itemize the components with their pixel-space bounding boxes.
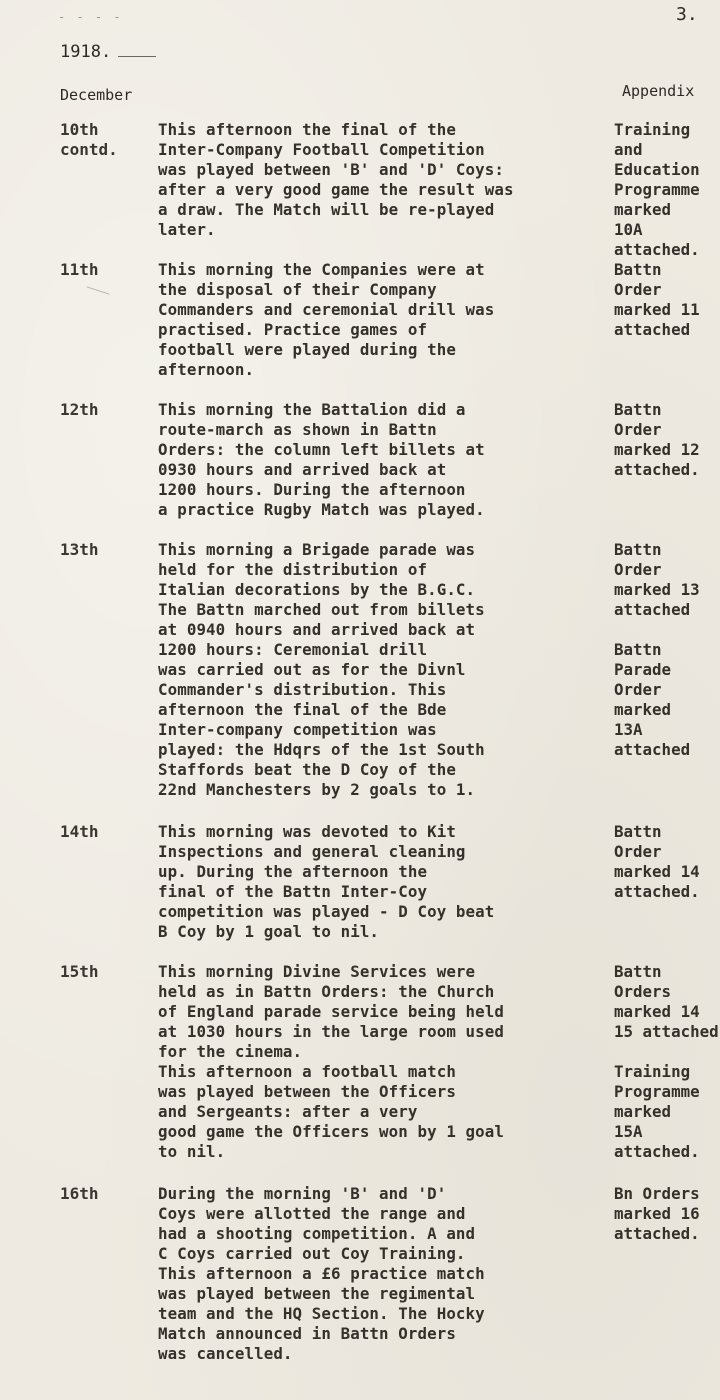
entry-date: 12th xyxy=(60,400,99,419)
entry-text: This morning the Companies were at the disposal of their Company Commanders and ceremonial drill was practised. Practice games of football were played during the afternoon. xyxy=(158,260,495,379)
entry-date: 13th xyxy=(60,540,99,559)
year-underline xyxy=(118,56,156,57)
month-heading: December xyxy=(60,86,133,104)
entry-date: 10th contd. xyxy=(60,120,118,159)
appendix-column-heading: Appendix xyxy=(622,82,695,100)
entry-appendix: Battn Order marked 14 attached. xyxy=(614,822,700,901)
entry-date: 11th xyxy=(60,260,99,279)
pencil-mark xyxy=(86,286,109,294)
entry-text: This morning the Battalion did a route-march as shown in Battn Orders: the column left billets at 0930 hours and arrived back at 1200 hours. During the afternoon a practice Rugby Match was played. xyxy=(158,400,485,519)
entry-appendix: Battn Order marked 11 attached xyxy=(614,260,700,339)
entry-text: This morning was devoted to Kit Inspections and general cleaning up. During the afternoon the final of the Battn Inter-Coy competition was played - D Coy beat B Coy by 1 goal to nil. xyxy=(158,822,495,941)
entry-appendix: Battn Order marked 12 attached. xyxy=(614,400,700,479)
page-number: 3. xyxy=(676,4,698,25)
entry-text: This morning Divine Services were held as in Battn Orders: the Church of England parade service being held at 1030 hours in the large room used for the cinema. This afternoon a football match was played between the Officers and Sergeants: after a very good game the Officers won by 1 goal to nil. xyxy=(158,962,504,1161)
entry-appendix: Bn Orders marked 16 attached. xyxy=(614,1184,700,1243)
entry-text: This morning a Brigade parade was held for the distribution of Italian decorations by the B.G.C. The Battn marched out from billets at 0940 hours and arrived back at 1200 hours: Ceremonial drill was carried out as for the Divnl Commander's distribution. This afternoon the final of the Bde Inter-company competition was played: the Hdqrs of the 1st South Staffords beat the D Coy of the 22nd Manchesters by 2 goals to 1. xyxy=(158,540,485,799)
entry-date: 15th xyxy=(60,962,99,981)
faint-header-marks: - - - - xyxy=(58,10,123,24)
entry-text: During the morning 'B' and 'D' Coys were allotted the range and had a shooting competition. A and C Coys carried out Coy Training. This afternoon a £6 practice match was played between the regimental team and the HQ Section. The Hocky Match announced in Battn Orders was cancelled. xyxy=(158,1184,485,1363)
entry-text: This afternoon the final of the Inter-Company Football Competition was played between 'B' and 'D' Coys: after a very good game the result was a draw. The Match will be re-played later. xyxy=(158,120,514,239)
year-heading: 1918. xyxy=(60,42,112,62)
entry-appendix: Training and Education Programme marked 10A attached. xyxy=(614,120,700,259)
entry-date: 16th xyxy=(60,1184,99,1203)
entry-appendix: Battn Order marked 13 attached Battn Parade Order marked 13A attached xyxy=(614,540,700,759)
entry-appendix: Battn Orders marked 14 15 attached Training Programme marked 15A attached. xyxy=(614,962,719,1161)
entry-date: 14th xyxy=(60,822,99,841)
